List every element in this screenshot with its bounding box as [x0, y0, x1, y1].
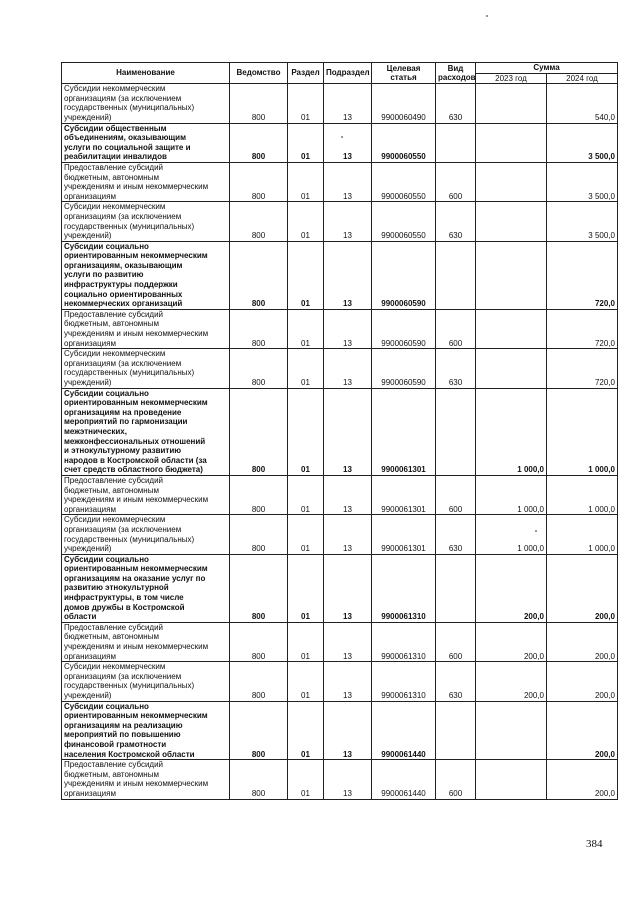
page-number: 384	[586, 838, 603, 850]
cell-section: 01	[288, 123, 324, 162]
table-row	[62, 84, 618, 123]
cell-name-line: организациям	[64, 191, 116, 201]
cell-subsection: 13	[324, 515, 372, 554]
col-header-department: Ведомство	[230, 63, 288, 84]
cell-sum-2023	[476, 202, 547, 241]
cell-name-line: и этнокультурному развитию	[64, 446, 182, 456]
cell-name-line: Предоставление субсидий	[64, 622, 164, 632]
cell-name-line: Предоставление субсидий	[64, 760, 164, 770]
cell-section: 01	[288, 554, 324, 622]
cell-name-line: Субсидии некоммерческим	[64, 662, 166, 672]
cell-expense-type: 630	[436, 662, 476, 701]
cell-name-line: организациям (за исключением	[64, 524, 182, 534]
cell-name-line: организациям (за исключением	[64, 93, 182, 103]
cell-expense-type	[436, 241, 476, 309]
cell-subsection: 13	[324, 123, 372, 162]
cell-sum-2023	[476, 760, 547, 799]
cell-name-line: домов дружбы в Костромской	[64, 602, 185, 612]
cell-expense-type: 630	[436, 349, 476, 388]
cell-name	[62, 241, 230, 309]
cell-name	[62, 349, 230, 388]
cell-name	[62, 622, 230, 661]
cell-subsection: 13	[324, 202, 372, 241]
cell-name-line: мероприятий по повышению	[64, 730, 181, 740]
cell-name-line: Субсидии социально	[64, 241, 149, 251]
cell-name-line: народов в Костромской области (за	[64, 455, 207, 465]
cell-sum-2023: 1 000,0	[476, 388, 547, 475]
cell-sum-2023	[476, 84, 547, 123]
cell-target-article: 9900060590	[372, 349, 436, 388]
cell-name-line: бюджетным, автономным	[64, 172, 159, 182]
cell-sum-2024: 720,0	[547, 349, 618, 388]
cell-section: 01	[288, 84, 324, 123]
scan-speck	[341, 136, 343, 138]
cell-name-line: мероприятий по гармонизации	[64, 417, 188, 427]
budget-table-sheet	[61, 62, 617, 800]
cell-department: 800	[230, 515, 288, 554]
cell-sum-2024: 200,0	[547, 701, 618, 760]
cell-section: 01	[288, 388, 324, 475]
cell-name	[62, 202, 230, 241]
col-header-2024: 2024 год	[547, 73, 618, 84]
cell-target-article: 9900060590	[372, 309, 436, 348]
cell-expense-type	[436, 701, 476, 760]
cell-name	[62, 475, 230, 514]
cell-name-line: учреждений)	[64, 112, 112, 122]
cell-sum-2024: 200,0	[547, 760, 618, 799]
cell-name-line: социально ориентированных	[64, 289, 183, 299]
cell-department: 800	[230, 309, 288, 348]
cell-target-article: 9900060550	[372, 202, 436, 241]
cell-expense-type: 600	[436, 309, 476, 348]
cell-department: 800	[230, 760, 288, 799]
table-row	[62, 515, 618, 554]
cell-subsection: 13	[324, 162, 372, 201]
cell-subsection: 13	[324, 388, 372, 475]
cell-expense-type: 600	[436, 622, 476, 661]
cell-subsection: 13	[324, 622, 372, 661]
cell-name-line: развитию этнокультурной	[64, 583, 169, 593]
cell-expense-type: 630	[436, 515, 476, 554]
cell-name-line: бюджетным, автономным	[64, 632, 159, 642]
cell-department: 800	[230, 162, 288, 201]
cell-name-line: учреждений)	[64, 231, 112, 241]
cell-section: 01	[288, 515, 324, 554]
table-row	[62, 388, 618, 475]
cell-section: 01	[288, 241, 324, 309]
cell-sum-2023	[476, 241, 547, 309]
cell-sum-2024: 720,0	[547, 241, 618, 309]
cell-subsection: 13	[324, 241, 372, 309]
table-row	[62, 123, 618, 162]
cell-target-article: 9900061440	[372, 760, 436, 799]
cell-expense-type: 630	[436, 84, 476, 123]
cell-department: 800	[230, 84, 288, 123]
cell-sum-2024: 1 000,0	[547, 475, 618, 514]
cell-name-line: Субсидии общественным	[64, 123, 167, 133]
cell-name-line: организациям на оказание услуг по	[64, 573, 206, 583]
cell-name-line: счет средств областного бюджета)	[64, 465, 203, 475]
cell-name-line: учреждений)	[64, 691, 112, 700]
scan-speck	[535, 530, 537, 532]
cell-name-line: организациям на реализацию	[64, 720, 183, 730]
cell-name-line: Субсидии некоммерческим	[64, 84, 166, 94]
col-header-expense-type: Вид расходов	[436, 63, 476, 84]
cell-name-line: учреждениям и иным некоммерческим	[64, 779, 209, 789]
cell-sum-2023	[476, 162, 547, 201]
cell-name-line: организациям на проведение	[64, 407, 182, 417]
cell-name-line: бюджетным, автономным	[64, 485, 159, 495]
cell-sum-2023: 1 000,0	[476, 515, 547, 554]
col-header-target-article: Целевая статья	[372, 63, 436, 84]
cell-name-line: Предоставление субсидий	[64, 309, 164, 319]
cell-subsection: 13	[324, 701, 372, 760]
cell-name-line: государственных (муниципальных)	[64, 103, 195, 113]
cell-target-article: 9900061310	[372, 662, 436, 701]
cell-name	[62, 123, 230, 162]
cell-sum-2024: 3 500,0	[547, 123, 618, 162]
col-header-subsection: Подраздел	[324, 63, 372, 84]
cell-expense-type: 600	[436, 760, 476, 799]
cell-sum-2024: 3 500,0	[547, 162, 618, 201]
cell-sum-2023	[476, 701, 547, 760]
table-row	[62, 162, 618, 201]
cell-name-line: государственных (муниципальных)	[64, 534, 195, 544]
col-header-section: Раздел	[288, 63, 324, 84]
cell-target-article: 9900061440	[372, 701, 436, 760]
cell-target-article: 9900061310	[372, 622, 436, 661]
table-row	[62, 309, 618, 348]
cell-sum-2023: 200,0	[476, 622, 547, 661]
cell-department: 800	[230, 622, 288, 661]
cell-department: 800	[230, 475, 288, 514]
col-header-name: Наименование	[62, 63, 230, 84]
cell-name	[62, 662, 230, 701]
scan-speck	[486, 15, 488, 17]
cell-name-line: государственных (муниципальных)	[64, 368, 195, 378]
cell-name-line: ориентированным некоммерческим	[64, 251, 208, 261]
cell-department: 800	[230, 701, 288, 760]
cell-section: 01	[288, 662, 324, 701]
cell-name-line: реабилитации инвалидов	[64, 152, 167, 162]
cell-section: 01	[288, 701, 324, 760]
cell-name-line: Предоставление субсидий	[64, 475, 164, 485]
cell-target-article: 9900060490	[372, 84, 436, 123]
cell-name	[62, 760, 230, 799]
cell-sum-2023	[476, 349, 547, 388]
cell-name-line: бюджетным, автономным	[64, 769, 159, 779]
table-row	[62, 662, 618, 701]
cell-subsection: 13	[324, 349, 372, 388]
cell-name-line: организациям	[64, 651, 116, 661]
cell-target-article: 9900061301	[372, 388, 436, 475]
cell-expense-type: 600	[436, 475, 476, 514]
cell-subsection: 13	[324, 475, 372, 514]
cell-name-line: организациям (за исключением	[64, 671, 182, 681]
cell-department: 800	[230, 241, 288, 309]
cell-name-line: Предоставление субсидий	[64, 162, 164, 172]
cell-sum-2024: 200,0	[547, 662, 618, 701]
cell-name-line: Субсидии социально	[64, 554, 149, 564]
cell-name-line: организациям	[64, 338, 116, 348]
table-row	[62, 475, 618, 514]
cell-name	[62, 309, 230, 348]
cell-name-line: ориентированным некоммерческим	[64, 398, 208, 408]
col-header-sum: Сумма	[476, 63, 618, 74]
cell-name-line: учреждениям и иным некоммерческим	[64, 182, 209, 192]
cell-department: 800	[230, 662, 288, 701]
cell-name-line: инфраструктуры, в том числе	[64, 593, 184, 603]
cell-sum-2023	[476, 123, 547, 162]
cell-sum-2024: 200,0	[547, 554, 618, 622]
cell-name-line: услуги по развитию	[64, 270, 144, 280]
cell-target-article: 9900061310	[372, 554, 436, 622]
cell-name-line: Субсидии некоммерческим	[64, 515, 166, 525]
cell-target-article: 9900060590	[372, 241, 436, 309]
cell-name-line: учреждениям и иным некоммерческим	[64, 495, 209, 505]
cell-name-line: межэтнических,	[64, 426, 127, 436]
table-row	[62, 349, 618, 388]
cell-sum-2024: 3 500,0	[547, 202, 618, 241]
table-row	[62, 760, 618, 799]
cell-department: 800	[230, 388, 288, 475]
cell-department: 800	[230, 202, 288, 241]
cell-name-line: Субсидии некоммерческим	[64, 202, 166, 212]
cell-name-line: Субсидии социально	[64, 701, 149, 711]
cell-sum-2024: 720,0	[547, 309, 618, 348]
cell-expense-type: 630	[436, 202, 476, 241]
cell-name-line: организациям (за исключением	[64, 358, 182, 368]
cell-subsection: 13	[324, 760, 372, 799]
cell-name-line: бюджетным, автономным	[64, 319, 159, 329]
cell-section: 01	[288, 349, 324, 388]
cell-sum-2023	[476, 309, 547, 348]
cell-name-line: организациям (за исключением	[64, 211, 182, 221]
cell-name	[62, 84, 230, 123]
cell-sum-2024: 1 000,0	[547, 515, 618, 554]
cell-name-line: государственных (муниципальных)	[64, 681, 195, 691]
table-row	[62, 622, 618, 661]
cell-name-line: финансовой грамотности	[64, 739, 167, 749]
cell-name-line: объединениям, оказывающим	[64, 133, 186, 143]
cell-expense-type	[436, 123, 476, 162]
cell-sum-2024: 200,0	[547, 622, 618, 661]
cell-sum-2024: 1 000,0	[547, 388, 618, 475]
cell-expense-type: 600	[436, 162, 476, 201]
table-row	[62, 701, 618, 760]
cell-name	[62, 515, 230, 554]
col-header-2023: 2023 год	[476, 73, 547, 84]
cell-expense-type	[436, 388, 476, 475]
cell-section: 01	[288, 309, 324, 348]
cell-name-line: учреждений)	[64, 378, 112, 387]
cell-subsection: 13	[324, 554, 372, 622]
cell-name-line: Субсидии некоммерческим	[64, 349, 166, 359]
cell-section: 01	[288, 202, 324, 241]
cell-subsection: 13	[324, 309, 372, 348]
cell-subsection: 13	[324, 662, 372, 701]
cell-name-line: учреждений)	[64, 544, 112, 554]
cell-name-line: услуги по социальной защите и	[64, 142, 191, 152]
table-row	[62, 202, 618, 241]
cell-section: 01	[288, 760, 324, 799]
cell-name-line: учреждениям и иным некоммерческим	[64, 642, 209, 652]
cell-name-line: населения Костромской области	[64, 749, 195, 759]
cell-target-article: 9900061301	[372, 475, 436, 514]
cell-section: 01	[288, 622, 324, 661]
cell-target-article: 9900060550	[372, 162, 436, 201]
cell-section: 01	[288, 475, 324, 514]
cell-expense-type	[436, 554, 476, 622]
table-row	[62, 241, 618, 309]
cell-name-line: государственных (муниципальных)	[64, 221, 195, 231]
cell-department: 800	[230, 554, 288, 622]
cell-sum-2023: 200,0	[476, 662, 547, 701]
cell-department: 800	[230, 123, 288, 162]
cell-section: 01	[288, 162, 324, 201]
budget-table	[61, 62, 618, 800]
cell-name-line: организациям	[64, 504, 116, 514]
cell-subsection: 13	[324, 84, 372, 123]
cell-name-line: учреждениям и иным некоммерческим	[64, 329, 209, 339]
table-body	[62, 84, 618, 799]
cell-name-line: организациям, оказывающим	[64, 260, 183, 270]
cell-name-line: некоммерческих организаций	[64, 299, 183, 309]
cell-department: 800	[230, 349, 288, 388]
cell-target-article: 9900060550	[372, 123, 436, 162]
cell-sum-2023: 200,0	[476, 554, 547, 622]
cell-name-line: организациям	[64, 788, 116, 798]
cell-sum-2024: 540,0	[547, 84, 618, 123]
cell-target-article: 9900061301	[372, 515, 436, 554]
cell-name-line: инфраструктуры поддержки	[64, 280, 178, 290]
cell-name	[62, 388, 230, 475]
cell-sum-2023: 1 000,0	[476, 475, 547, 514]
cell-name	[62, 701, 230, 760]
table-row	[62, 554, 618, 622]
cell-name	[62, 554, 230, 622]
cell-name-line: ориентированным некоммерческим	[64, 711, 208, 721]
cell-name-line: ориентированным некоммерческим	[64, 564, 208, 574]
cell-name	[62, 162, 230, 201]
cell-name-line: области	[64, 612, 97, 622]
cell-name-line: межконфессиональных отношений	[64, 436, 206, 446]
cell-name-line: Субсидии социально	[64, 388, 149, 398]
